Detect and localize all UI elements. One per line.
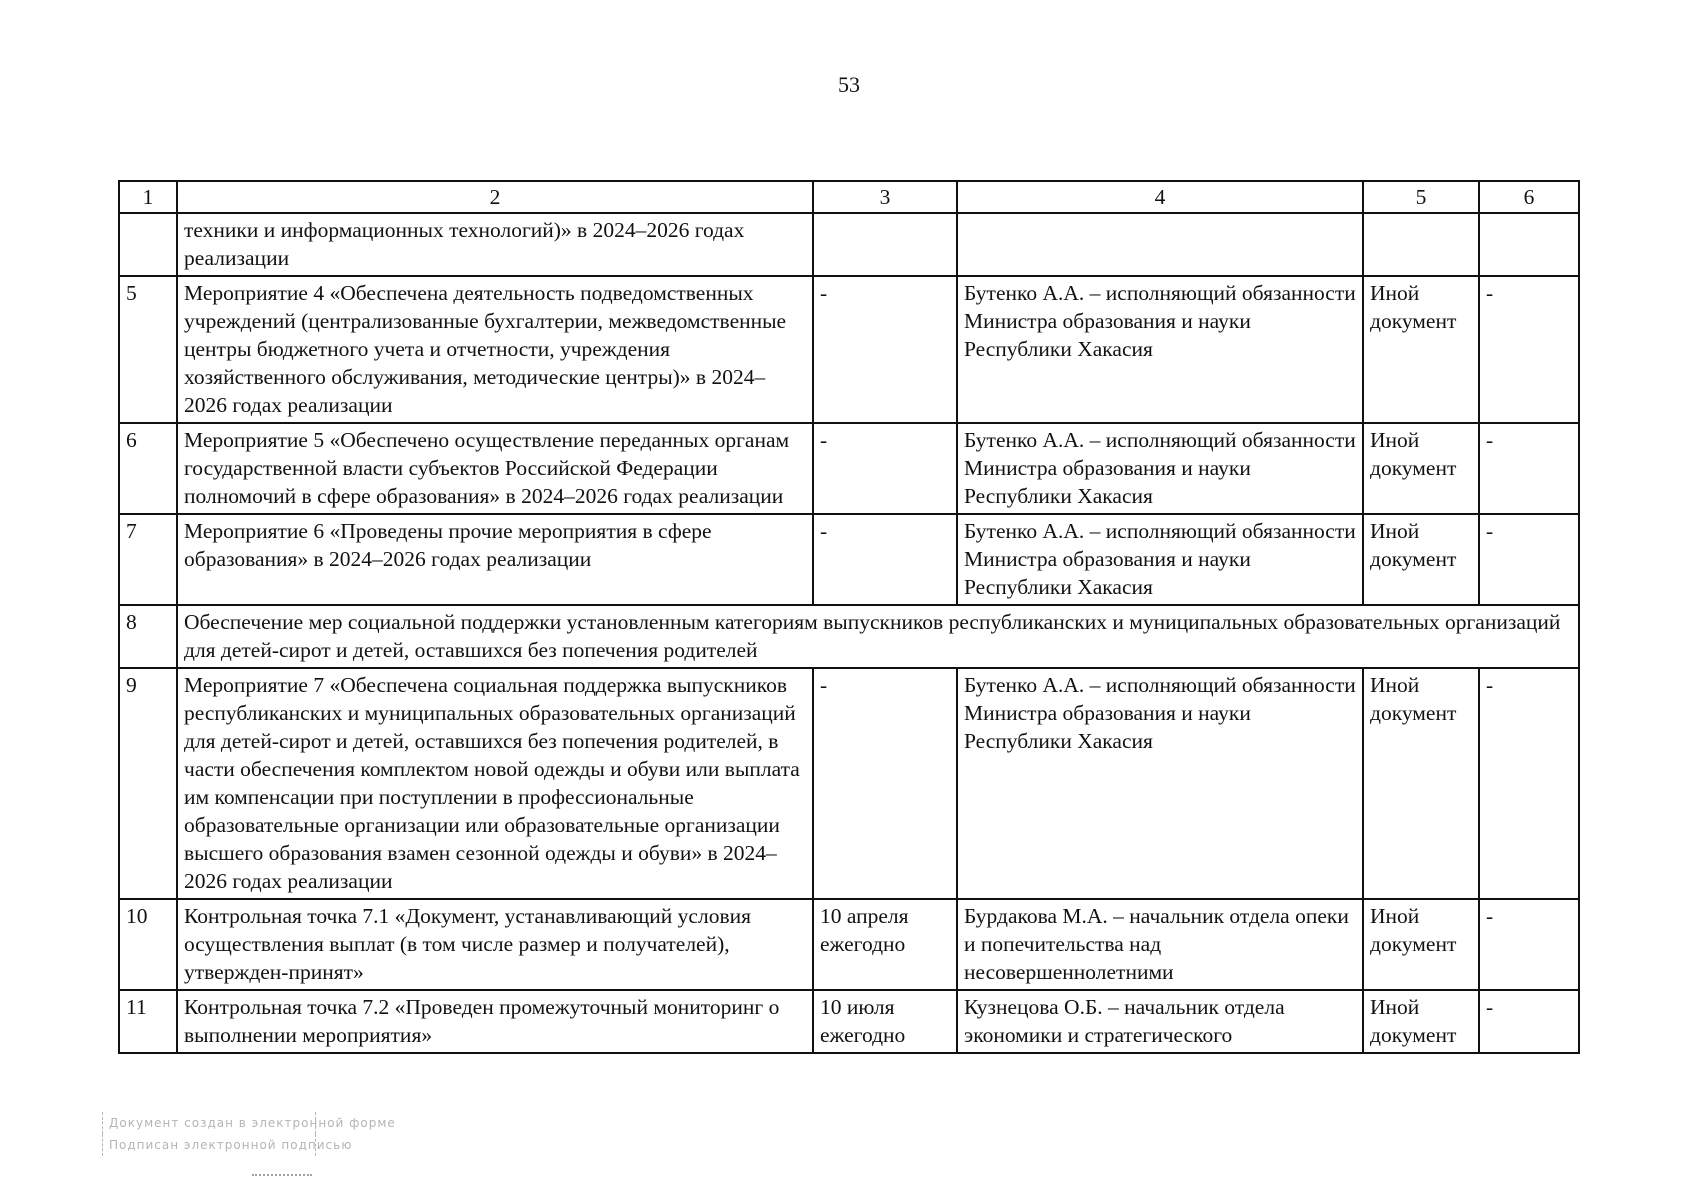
- stamp-line: Подписан электронной подписью: [102, 1134, 316, 1156]
- extra-cell: -: [1479, 668, 1579, 899]
- table-header-row: [119, 181, 1579, 213]
- extra-cell: -: [1479, 514, 1579, 605]
- row-number: [119, 213, 177, 276]
- deadline-cell: [813, 213, 957, 276]
- event-name: Контрольная точка 7.2 «Проведен промежуточный мониторинг о выполнении мероприятия»: [177, 990, 813, 1053]
- table-row: [119, 276, 1579, 423]
- deadline-cell: 10 июля ежегодно: [813, 990, 957, 1053]
- extra-cell: -: [1479, 899, 1579, 990]
- stamp-line: Документ создан в электронной форме: [102, 1112, 316, 1134]
- column-header: 6: [1479, 181, 1579, 213]
- deadline-cell: 10 апреля ежегодно: [813, 899, 957, 990]
- events-table: [118, 180, 1580, 1054]
- extra-cell: -: [1479, 423, 1579, 514]
- electronic-signature-stamp: [102, 1112, 396, 1192]
- responsible-cell: [957, 213, 1363, 276]
- extra-cell: [1479, 213, 1579, 276]
- event-name: Мероприятие 6 «Проведены прочие мероприятия в сфере образования» в 2024–2026 годах реализации: [177, 514, 813, 605]
- table-row: [119, 213, 1579, 276]
- row-number: 7: [119, 514, 177, 605]
- table-row: [119, 514, 1579, 605]
- column-header: 3: [813, 181, 957, 213]
- document-type-cell: Иной документ: [1363, 423, 1479, 514]
- event-name: Мероприятие 7 «Обеспечена социальная поддержка выпускников республиканских и муниципальных образовательных организаций для детей-сирот и детей, оставшихся без попечения родителей, в части обеспечения комплектом новой одежды и обуви или выплата им компенсации при поступлении в профессиональные образовательные организации или образовательные организации высшего образования взамен сезонной одежды и обуви» в 2024–2026 годах реализации: [177, 668, 813, 899]
- row-number: 10: [119, 899, 177, 990]
- extra-cell: -: [1479, 276, 1579, 423]
- document-type-cell: Иной документ: [1363, 276, 1479, 423]
- event-name: Мероприятие 5 «Обеспечено осуществление переданных органам государственной власти субъектов Российской Федерации полномочий в сфере образования» в 2024–2026 годах реализации: [177, 423, 813, 514]
- extra-cell: -: [1479, 990, 1579, 1053]
- table-row: [119, 668, 1579, 899]
- row-number: 11: [119, 990, 177, 1053]
- section-row: [119, 605, 1579, 668]
- table-row: [119, 899, 1579, 990]
- document-type-cell: Иной документ: [1363, 899, 1479, 990]
- deadline-cell: -: [813, 423, 957, 514]
- document-type-cell: Иной документ: [1363, 668, 1479, 899]
- page-number: 53: [838, 72, 860, 97]
- responsible-cell: Бутенко А.А. – исполняющий обязанности Министра образования и науки Республики Хакасия: [957, 668, 1363, 899]
- deadline-cell: -: [813, 514, 957, 605]
- document-type-cell: Иной документ: [1363, 990, 1479, 1053]
- responsible-cell: Кузнецова О.Б. – начальник отдела экономики и стратегического: [957, 990, 1363, 1053]
- event-name: Мероприятие 4 «Обеспечена деятельность подведомственных учреждений (централизованные бухгалтерии, межведомственные центры бюджетного учета и отчетности, учреждения хозяйственного обслуживания, методические центры)» в 2024–2026 годах реализации: [177, 276, 813, 423]
- row-number: 5: [119, 276, 177, 423]
- responsible-cell: Бурдакова М.А. – начальник отдела опеки и попечительства над несовершеннолетними: [957, 899, 1363, 990]
- row-number: 6: [119, 423, 177, 514]
- document-type-cell: Иной документ: [1363, 514, 1479, 605]
- deadline-cell: -: [813, 276, 957, 423]
- table-row: [119, 423, 1579, 514]
- document-type-cell: [1363, 213, 1479, 276]
- row-number: 9: [119, 668, 177, 899]
- event-name: техники и информационных технологий)» в 2024–2026 годах реализации: [177, 213, 813, 276]
- column-header: 4: [957, 181, 1363, 213]
- column-header: 1: [119, 181, 177, 213]
- row-number: 8: [119, 605, 177, 668]
- column-header: 2: [177, 181, 813, 213]
- deadline-cell: -: [813, 668, 957, 899]
- column-header: 5: [1363, 181, 1479, 213]
- responsible-cell: Бутенко А.А. – исполняющий обязанности Министра образования и науки Республики Хакасия: [957, 514, 1363, 605]
- table-row: [119, 990, 1579, 1053]
- section-title: Обеспечение мер социальной поддержки установленным категориям выпускников республиканских и муниципальных образовательных организаций для детей-сирот и детей, оставшихся без попечения родителей: [177, 605, 1579, 668]
- signature-mark: [252, 1170, 312, 1176]
- responsible-cell: Бутенко А.А. – исполняющий обязанности Министра образования и науки Республики Хакасия: [957, 423, 1363, 514]
- responsible-cell: Бутенко А.А. – исполняющий обязанности Министра образования и науки Республики Хакасия: [957, 276, 1363, 423]
- event-name: Контрольная точка 7.1 «Документ, устанавливающий условия осуществления выплат (в том числе размер и получателей), утвержден-принят»: [177, 899, 813, 990]
